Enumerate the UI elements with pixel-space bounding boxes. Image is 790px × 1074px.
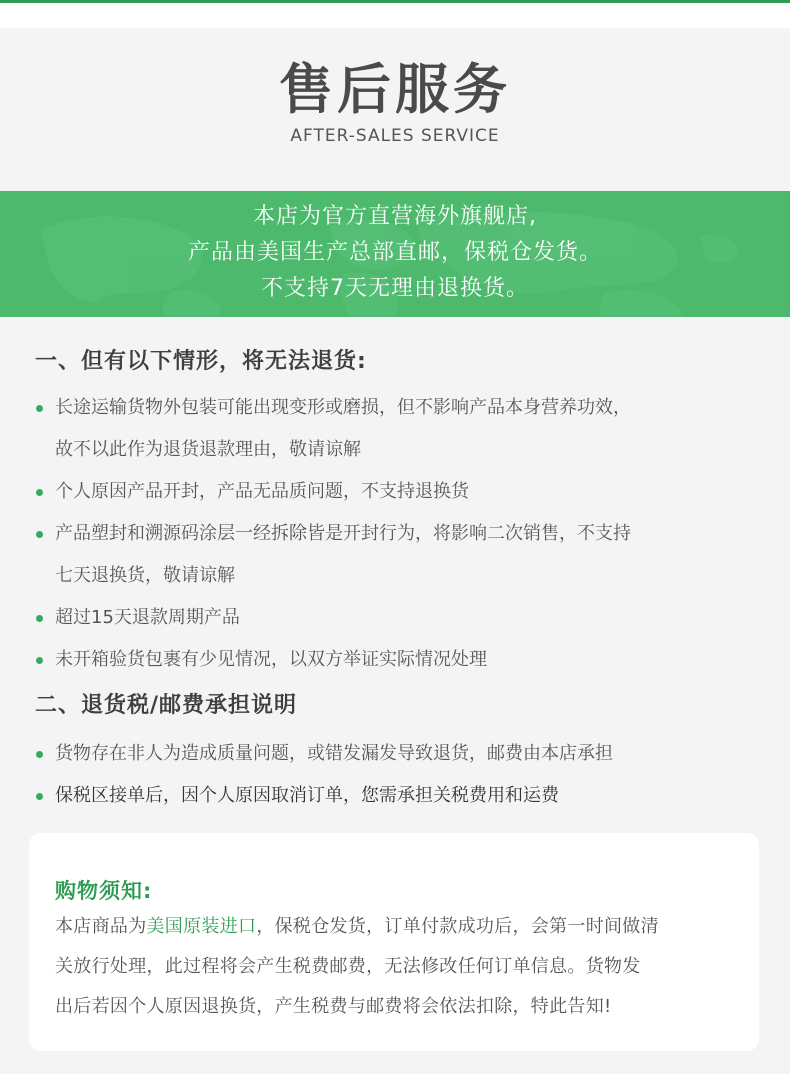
fee-list <box>35 733 765 817</box>
no-return-section <box>35 344 765 681</box>
list-item <box>35 639 765 681</box>
bullet-dot-icon <box>36 531 43 538</box>
list-item-text: 未开箱验货包裹有少见情况，以双方举证实际情况处理 <box>55 649 487 670</box>
list-item-text: 货物存在非人为造成质量问题，或错发漏发导致退货，邮费由本店承担 <box>55 743 613 764</box>
notice-line: 出后若因个人原因退换货，产生税费与邮费将会依法扣除，特此告知! <box>55 996 612 1017</box>
list-item <box>35 775 765 817</box>
list-item <box>35 733 765 775</box>
bullet-dot-icon <box>36 489 43 496</box>
banner-line: 本店为官方直营海外旗舰店, <box>253 204 537 229</box>
list-item-text: 产品塑封和溯源码涂层一经拆除皆是开封行为，将影响二次销售，不支持 <box>55 523 631 544</box>
notice-title: 购物须知: <box>55 879 153 903</box>
notice-line: 关放行处理，此过程将会产生税费邮费，无法修改任何订单信息。货物发 <box>55 956 641 977</box>
banner-text <box>0 199 790 307</box>
list-item-text: 超过15天退款周期产品 <box>55 607 240 628</box>
list-item-continuation <box>35 429 765 471</box>
bullet-dot-icon <box>36 405 43 412</box>
list-item-continuation <box>35 555 765 597</box>
notice-text: ，保税仓发货，订单付款成功后，会第一时间做清 <box>256 916 659 937</box>
section-title: 一、但有以下情形，将无法退货: <box>35 349 367 374</box>
page-header <box>0 28 790 191</box>
section-title: 二、退货税/邮费承担说明 <box>35 693 298 718</box>
list-item-text: 七天退换货，敬请谅解 <box>55 565 235 586</box>
list-item <box>35 513 765 555</box>
list-item-text: 个人原因产品开封，产品无品质问题，不支持退换货 <box>55 481 469 502</box>
notice-text: 本店商品为 <box>55 916 147 937</box>
bullet-dot-icon <box>36 751 43 758</box>
notice-highlight: 美国原装进口 <box>146 916 257 937</box>
banner-line: 产品由美国生产总部直邮，保税仓发货。 <box>187 240 602 265</box>
shopping-notice-card <box>29 833 759 1051</box>
page-subtitle: AFTER-SALES SERVICE <box>290 126 500 146</box>
policy-banner <box>0 191 790 317</box>
bullet-dot-icon <box>36 615 43 622</box>
list-item-text: 保税区接单后，因个人原因取消订单，您需承担关税费用和运费 <box>55 785 559 806</box>
banner-line: 不支持7天无理由退换货。 <box>261 276 529 301</box>
bullet-dot-icon <box>36 657 43 664</box>
fee-section <box>35 688 765 817</box>
notice-line <box>55 907 745 947</box>
page-title: 售后服务 <box>279 58 511 121</box>
notice-body <box>55 907 745 1027</box>
list-item <box>35 471 765 513</box>
bullet-dot-icon <box>36 793 43 800</box>
top-strip <box>0 3 790 28</box>
list-item-text: 长途运输货物外包装可能出现变形或磨损，但不影响产品本身营养功效， <box>55 397 631 418</box>
list-item <box>35 387 765 429</box>
list-item <box>35 597 765 639</box>
list-item-text: 故不以此作为退货退款理由，敬请谅解 <box>55 439 361 460</box>
no-return-list <box>35 387 765 681</box>
